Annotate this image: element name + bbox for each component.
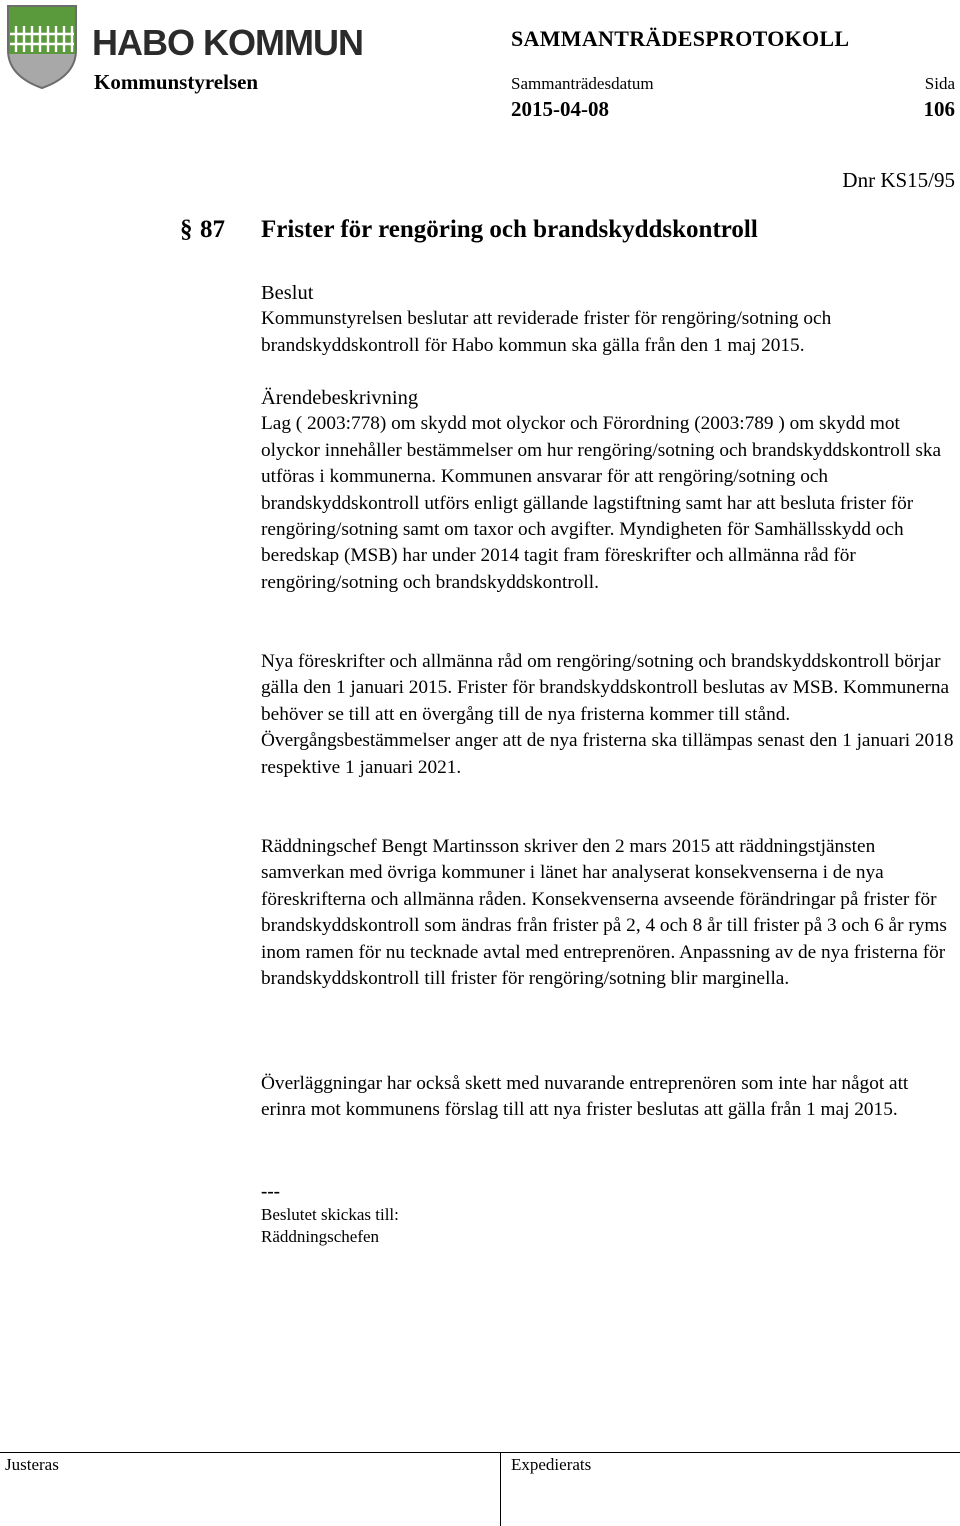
municipality-logo-icon xyxy=(6,4,78,90)
page-number: 106 xyxy=(923,97,955,121)
distribution-recipient: Räddningschefen xyxy=(261,1227,380,1246)
body-paragraph-text: Räddningschef Bengt Martinsson skriver den 2 mars 2015 att räddningstjänsten samverkan med övriga kommuner i länet har analyserat konsekvenserna i de nya föreskrifterna och allmänna råden. Konsekvenserna avseende förändringar på frister för brandskyddskontroll som ändras från frister på 2, 4 och 8 år till frister på 3 och 6 år ryms inom ramen för nu tecknade avtal med entreprenören. Anpassning av de nya fristerna för brandskyddskontroll till frister för rengöring/sotning blir marginella. xyxy=(261,836,947,990)
decision-heading: Beslut xyxy=(261,282,314,304)
case-description-heading: Ärendebeskrivning xyxy=(261,387,419,409)
body-paragraph-text: Överläggningar har också skett med nuvarande entreprenören som inte har något att erinra mot kommunens förslag till att nya frister beslutas att gälla från 1 maj 2015. xyxy=(261,1073,909,1121)
body-paragraph xyxy=(261,1071,956,1124)
page-label: Sida xyxy=(924,74,955,93)
document-type: SAMMANTRÄDESPROTOKOLL xyxy=(511,26,850,51)
footer-divider xyxy=(0,1452,960,1453)
decision-text: Kommunstyrelsen beslutar att reviderade frister för rengöring/sotning och brandskyddskontroll för Habo kommun ska gälla från den 1 maj 2015. xyxy=(261,308,832,356)
distribution-list xyxy=(261,1204,399,1248)
decision-section xyxy=(261,280,956,359)
meeting-date-value: 2015-04-08 xyxy=(511,97,609,121)
meeting-date-label: Sammanträdesdatum xyxy=(511,74,654,93)
paragraph-symbol: § xyxy=(180,216,193,243)
case-number: Dnr KS15/95 xyxy=(842,168,955,192)
body-paragraph xyxy=(261,649,956,781)
separator-dashes: --- xyxy=(261,1181,280,1202)
case-description-section xyxy=(261,385,956,596)
paragraph-title: Frister för rengöring och brandskyddskontroll xyxy=(261,216,758,243)
footer-expedierats-label: Expedierats xyxy=(511,1455,592,1474)
footer-justeras-label: Justeras xyxy=(5,1455,59,1474)
paragraph-number: 87 xyxy=(200,216,225,243)
body-paragraph-text: Nya föreskrifter och allmänna råd om rengöring/sotning och brandskyddskontroll börjar gälla den 1 januari 2015. Frister för brandskyddskontroll beslutas av MSB. Kommunerna behöver se till att en övergång till de nya fristerna kommer till stånd. Övergångsbestämmelser anger att de nya fristerna ska tillämpas senast den 1 januari 2018 respektive 1 januari 2021. xyxy=(261,651,954,778)
case-description-text: Lag ( 2003:778) om skydd mot olyckor och Förordning (2003:789 ) om skydd mot olyckor innehåller bestämmelser om hur rengöring/sotning och brandskyddskontroll ska utföras i kommunerna. Kommunen ansvarar för att rengöring/sotning och brandskyddskontroll utförs enligt gällande lagstiftning samt har att besluta frister för rengöring/sotning samt om taxor och avgifter. Myndigheten för Samhällsskydd och beredskap (MSB) har under 2014 tagit fram föreskrifter och allmänna råd för rengöring/sotning och brandskyddskontroll. xyxy=(261,413,942,593)
distribution-label: Beslutet skickas till: xyxy=(261,1205,399,1224)
logo-text: HABO KOMMUN xyxy=(92,22,363,63)
footer-column-divider xyxy=(500,1452,501,1526)
body-paragraph xyxy=(261,834,956,992)
committee-name: Kommunstyrelsen xyxy=(94,70,259,94)
